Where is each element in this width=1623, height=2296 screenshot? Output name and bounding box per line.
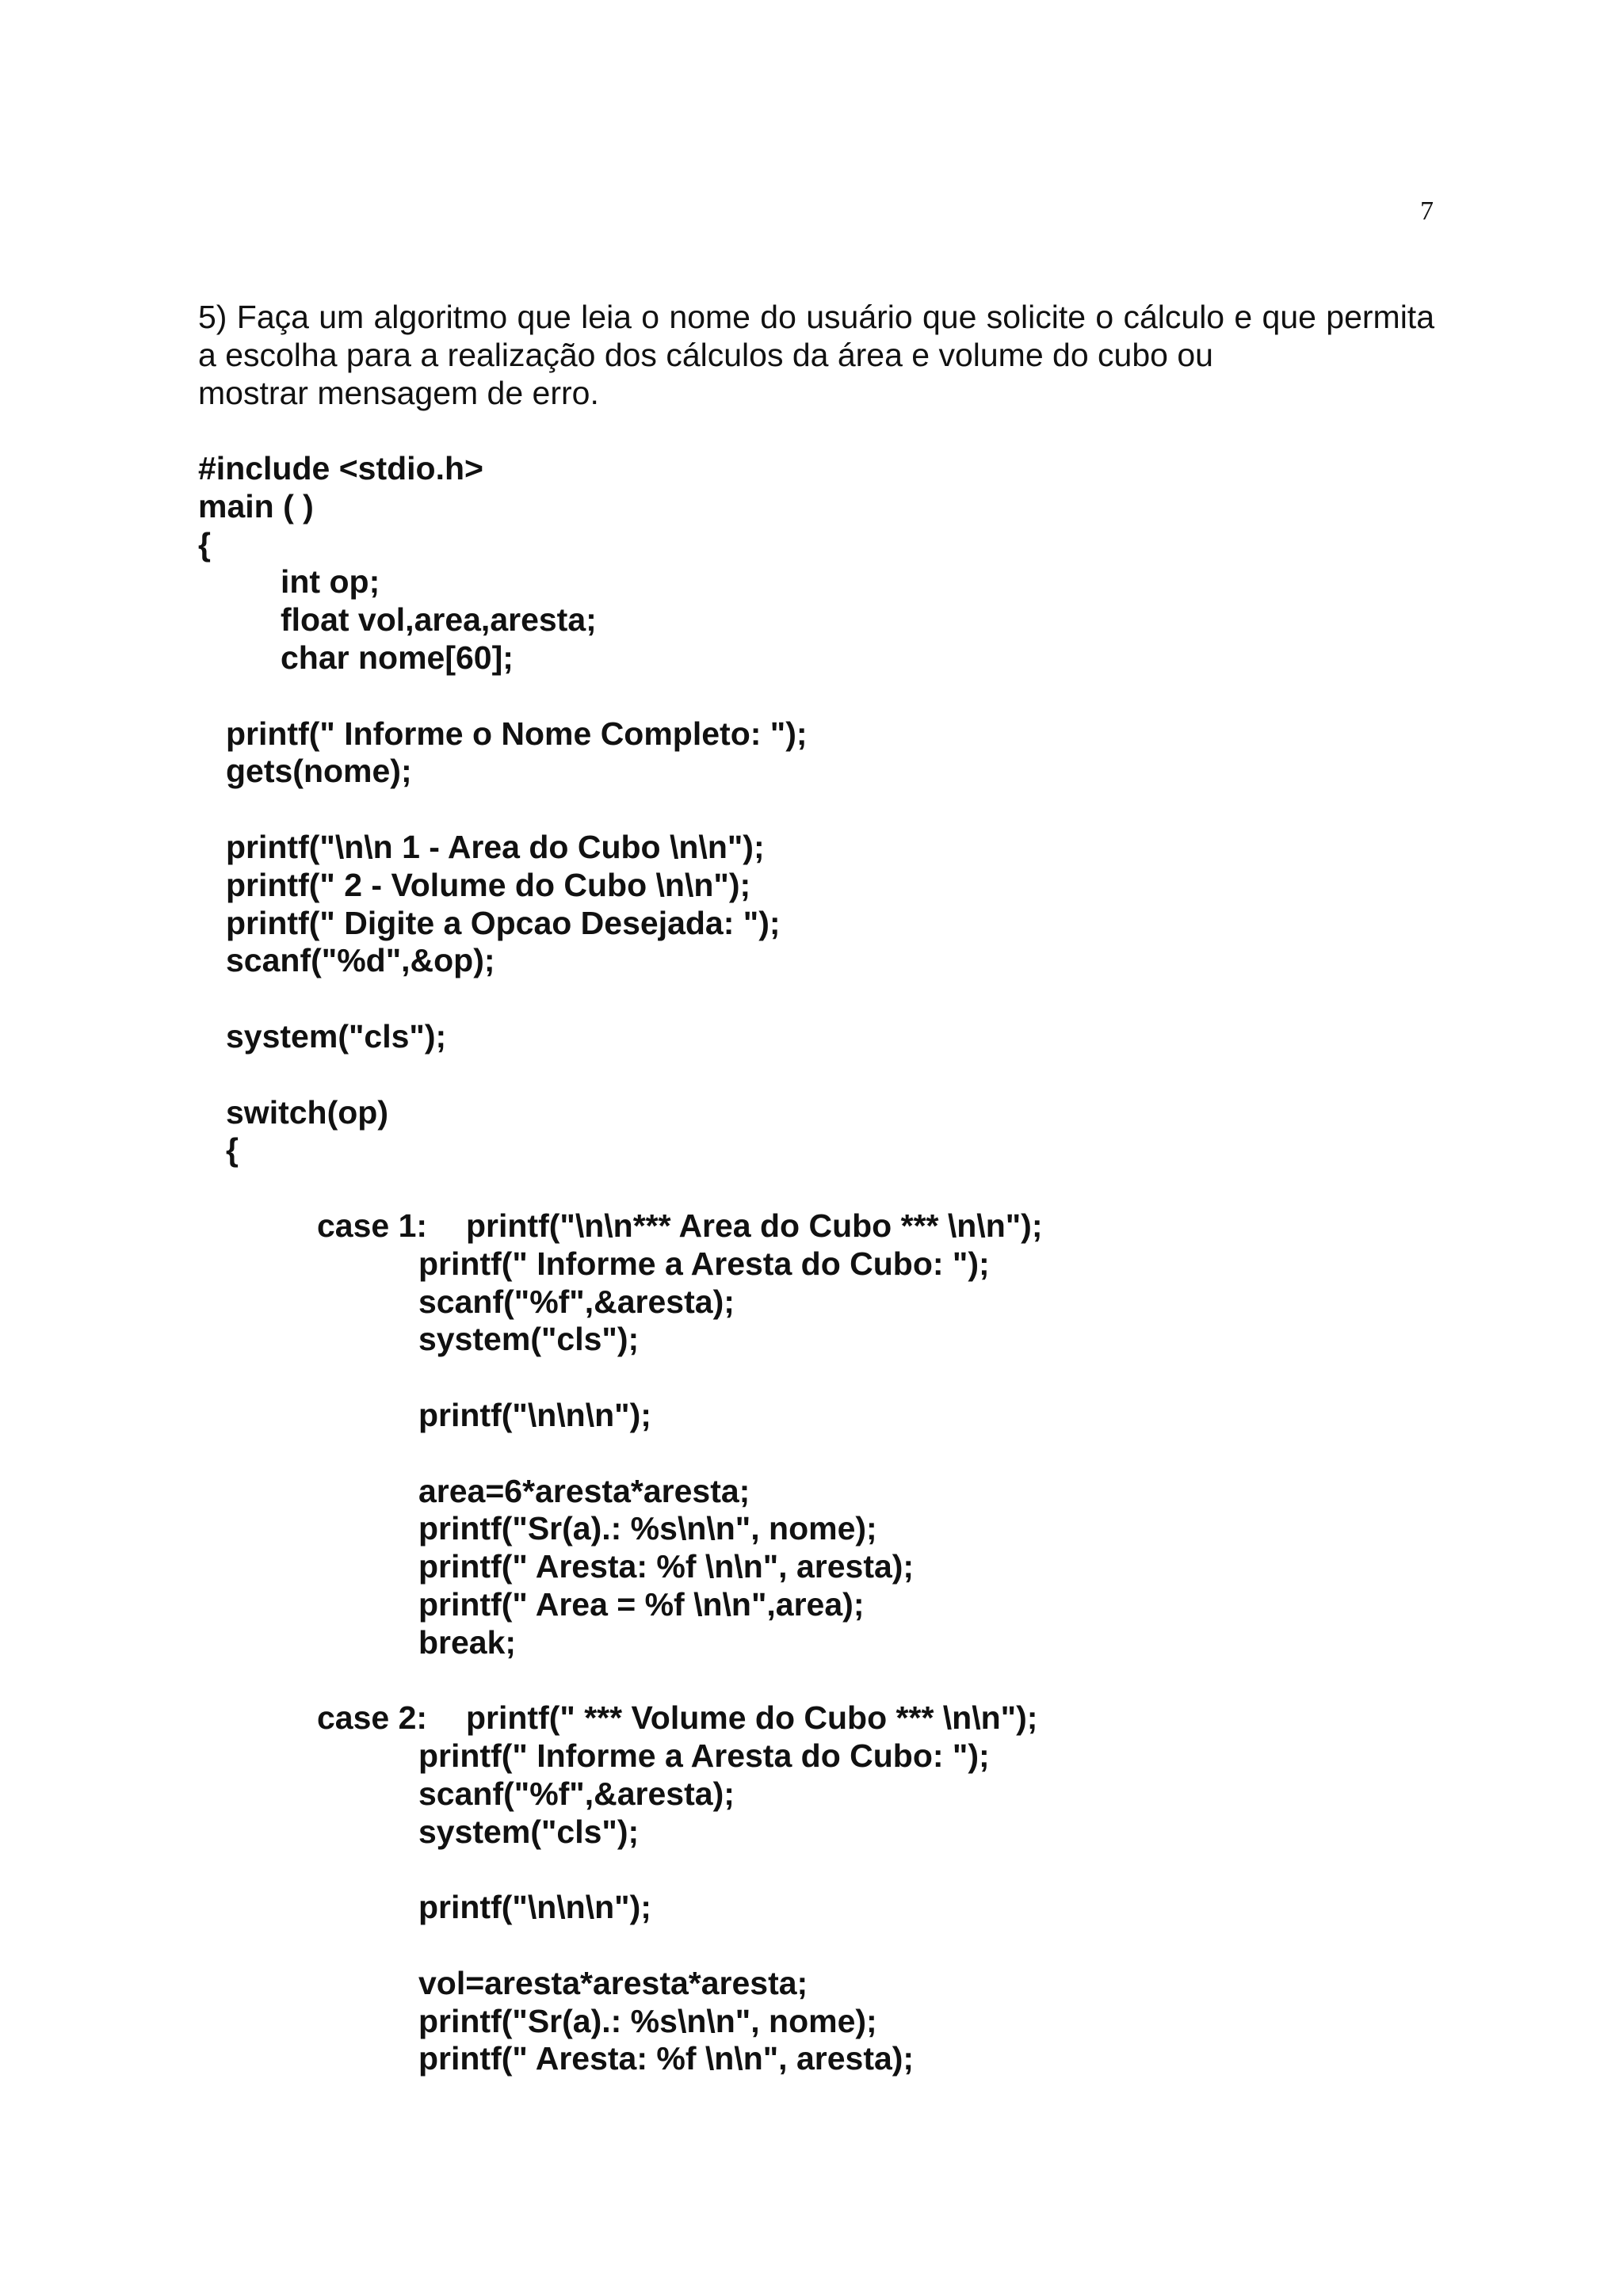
code-line: printf(" Digite a Opcao Desejada: "); (226, 904, 781, 941)
code-line: scanf("%d",&op); (226, 942, 495, 979)
code-line: #include <stdio.h> (198, 450, 483, 486)
code-line: scanf("%f",&aresta); (418, 1283, 735, 1320)
blank-line (198, 1927, 1434, 1965)
code-line: printf(" Informe o Nome Completo: "); (226, 715, 808, 752)
code-line: vol=aresta*aresta*aresta; (418, 1964, 808, 2001)
case-2-line (198, 1699, 1434, 1737)
blank-line (198, 1435, 1434, 1473)
code-line: gets(nome); (226, 753, 412, 790)
code-line: printf(" Aresta: %f \n\n", aresta); (418, 2040, 915, 2077)
code-line: printf(" Area = %f \n\n",area); (418, 1585, 865, 1623)
blank-line (198, 1359, 1434, 1397)
code-line: printf("\n\n\n"); (418, 1889, 651, 1926)
code-line: { (198, 525, 211, 563)
code-line: printf("Sr(a).: %s\n\n", nome); (418, 2002, 877, 2039)
code-line: break; (418, 1623, 517, 1661)
blank-line (198, 791, 1434, 829)
case-1-line (198, 1207, 1434, 1245)
code-line: switch(op) (226, 1093, 388, 1131)
code-line: printf(" Informe a Aresta do Cubo: "); (418, 1245, 990, 1282)
code-line: float vol,area,aresta; (281, 601, 597, 639)
exercise-statement (198, 298, 1434, 412)
case-2-label: case 2: (317, 1699, 428, 1737)
code-line: scanf("%f",&aresta); (418, 1775, 735, 1812)
statement-line-2: permita a escolha para a realização dos cálculos da área e volume do cubo ou (198, 299, 1434, 373)
code-line: area=6*aresta*aresta; (418, 1472, 750, 1509)
code-line: char nome[60]; (281, 639, 514, 676)
code-line: printf(" *** Volume do Cubo *** \n\n"); (466, 1699, 1038, 1737)
code-line: int op; (281, 563, 380, 601)
code-line: system("cls"); (226, 1017, 447, 1055)
blank-line (198, 1056, 1434, 1094)
blank-line (198, 1662, 1434, 1700)
blank-line (198, 677, 1434, 715)
code-line: { (226, 1131, 239, 1169)
code-line: system("cls"); (418, 1321, 640, 1358)
code-line: main ( ) (198, 487, 314, 524)
blank-line (198, 980, 1434, 1018)
code-line: printf("\n\n\n"); (418, 1396, 651, 1433)
code-line: printf("\n\n*** Area do Cubo *** \n\n"); (466, 1207, 1043, 1244)
code-line: system("cls"); (418, 1813, 640, 1850)
code-line: printf("Sr(a).: %s\n\n", nome); (418, 1510, 877, 1547)
blank-line (198, 1851, 1434, 1889)
statement-line-3: mostrar mensagem de erro. (198, 375, 599, 411)
page-number: 7 (1420, 196, 1434, 226)
code-listing (198, 450, 1434, 2078)
code-line: printf("\n\n 1 - Area do Cubo \n\n"); (226, 828, 765, 865)
code-line: printf(" Aresta: %f \n\n", aresta); (418, 1548, 915, 1585)
case-1-label: case 1: (317, 1207, 428, 1244)
statement-line-1: 5) Faça um algoritmo que leia o nome do usuário que solicite o cálculo e que (198, 299, 1316, 335)
code-line: printf(" Informe a Aresta do Cubo: "); (418, 1737, 990, 1775)
blank-line (198, 1169, 1434, 1207)
code-line: printf(" 2 - Volume do Cubo \n\n"); (226, 866, 751, 903)
